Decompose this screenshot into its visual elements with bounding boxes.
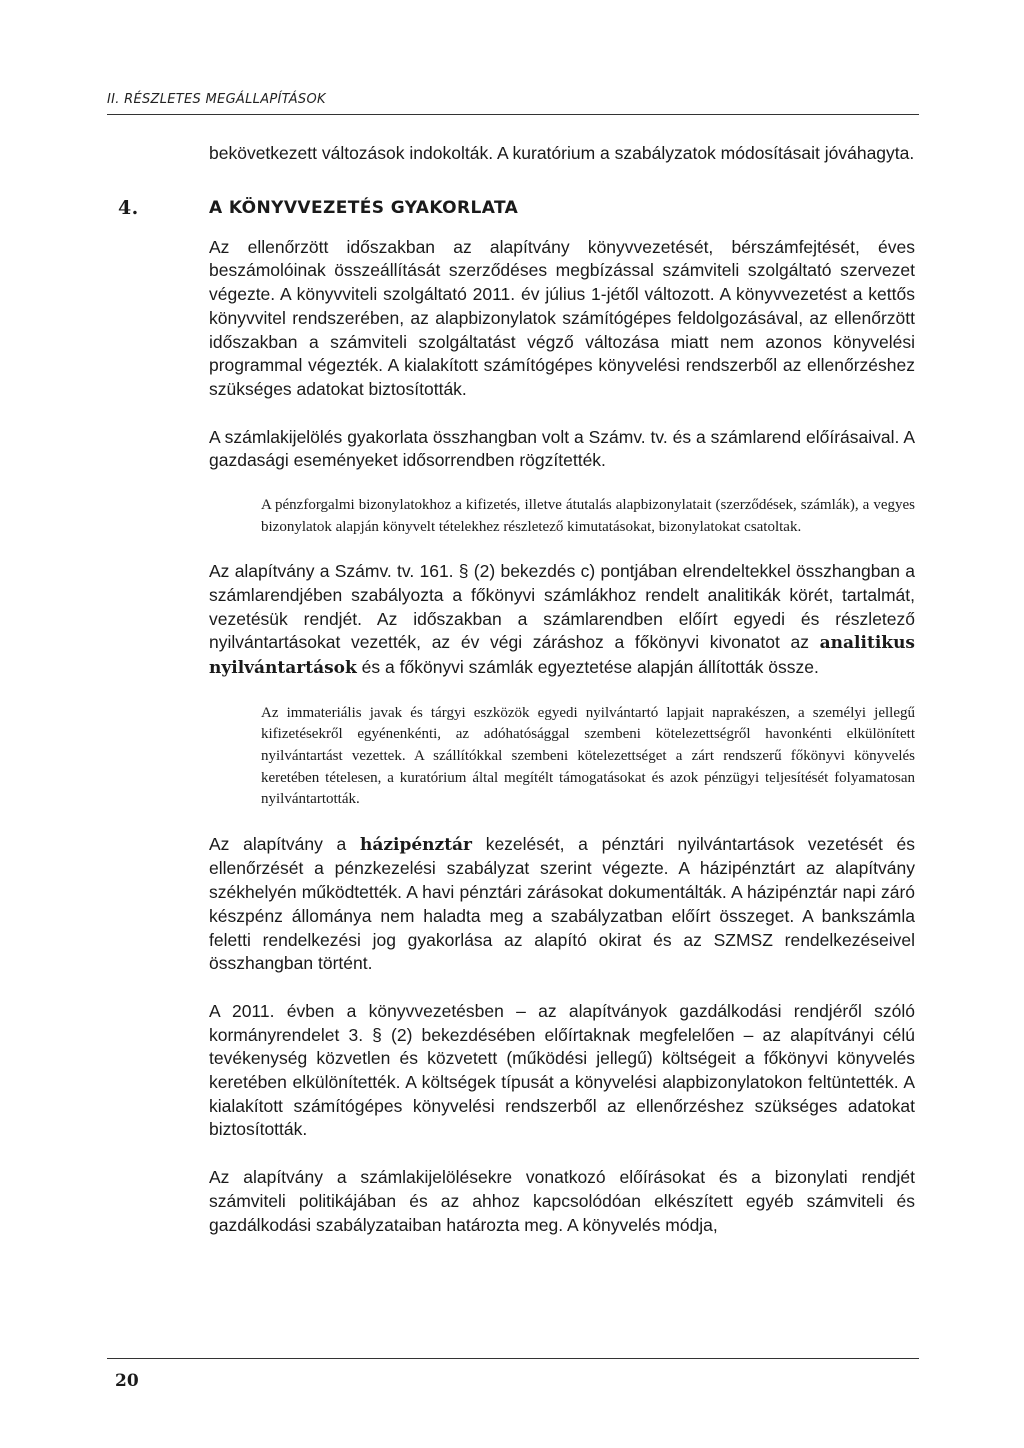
page-content bbox=[118, 142, 915, 1237]
paragraph-account-designation: A számlakijelölés gyakorlata összhangban volt a Számv. tv. és a számlarend előírásaival. A gazdasági eseményeket idősorrendben rögzítették. bbox=[209, 426, 915, 471]
emphasis-petty-cash: házipénztár bbox=[359, 834, 473, 855]
intro-paragraph: bekövetkezett változások indokolták. A kuratórium a szabályzatok módosításait jóváhagyta. bbox=[209, 143, 915, 163]
paragraph-accounting-policy: Az alapítvány a számlakijelölésekre vonatkozó előírásokat és a bizonylati rendjét számviteli politikájában és az ahhoz kapcsolódóan elkészített egyéb számviteli és gazdálkodási szabályzataiban határozta meg. A könyvelés módja, bbox=[209, 1167, 915, 1235]
section-title: A KÖNYVVEZETÉS GYAKORLATA bbox=[209, 197, 519, 218]
section-heading bbox=[118, 196, 915, 219]
paragraph-petty-cash-part2: kezelését, a pénztári nyilvántartások vezetését és ellenőrzését a pénzkezelési szabályzat szerint végezte. A házipénztárt az alapítvány székhelyén működtették. A havi pénztári zárásokat dokumentálták. A házipénztár napi záró készpénz állománya nem haladta meg a szabályzatban előírt összeget. A bankszámla feletti rendelkezési jog gyakorlása az alapító okirat és az SZMSZ rendelkezéseivel összhangban történt. bbox=[209, 833, 915, 974]
indented-paragraph-vouchers: A pénzforgalmi bizonylatokhoz a kifizetés, illetve átutalás alapbizonylatait (szerződések, számlák), a vegyes bizonylatok alapján könyvelt tételekhez részletező kimutatásokat, bizonylatokat csatoltak. bbox=[261, 497, 915, 535]
paragraph-cost-separation: A 2011. évben a könyvvezetésben – az alapítványok gazdálkodási rendjéről szóló kormányrendelet 3. § (2) bekezdésében előírtaknak megfelelően – az alapítványi célú tevékenység közvetlen és közvetett (működési jellegű) költségeit a főkönyvi könyvelés keretében elkülönítették. A költségek típusát a könyvelési alapbizonylatokon feltüntették. A kialakított számítógépes könyvelési rendszerből az ellenőrzéshez szükséges adatokat biztosították. bbox=[209, 1000, 915, 1140]
paragraph-analytics-part2: és a főkönyvi számlák egyeztetése alapján állították össze. bbox=[361, 657, 819, 678]
section-number: 4. bbox=[118, 196, 139, 219]
paragraph-analytics-part1: Az alapítvány a Számv. tv. 161. § (2) bekezdés c) pontjában elrendeltekkel összhangban a számlarendjében szabályozta a főkönyvi számlákhoz rendelt analitikák körét, tartalmát, vezetésük rendjét. Az időszakban a számlarendben előírt egyedi és részletező nyilvántartásokat vezették, az év végi záráshoz a főkönyvi kivonatot az bbox=[209, 561, 915, 653]
paragraph-petty-cash bbox=[209, 833, 915, 976]
paragraph-petty-cash-part1: Az alapítvány a bbox=[209, 833, 347, 854]
paragraph-bookkeeping-practice: Az ellenőrzött időszakban az alapítvány könyvvezetését, bérszámfejtését, éves beszámolóinak összeállítását szerződéses megbízással számviteli szolgáltató szervezet végezte. A könyvviteli szolgáltató 2011. év július 1-jétől változott. A könyvvezetést a kettős könyvvitel rendszerében, az alapbizonylatok számítógépes feldolgozásával, az ellenőrzött időszakban a számviteli szolgáltatást végző változása miatt nem azonos könyvelési programmal végezték. A kialakított számítógépes könyvelési rendszerből az ellenőrzéshez szükséges adatokat biztosították. bbox=[209, 236, 915, 399]
running-header: II. RÉSZLETES MEGÁLLAPÍTÁSOK bbox=[107, 92, 326, 107]
paragraph-analytics bbox=[209, 560, 915, 681]
footer-divider bbox=[107, 1358, 919, 1359]
header-divider bbox=[107, 114, 919, 115]
indented-paragraph-records: Az immateriális javak és tárgyi eszközök egyedi nyilvántartó lapjait naprakészen, a személyi jellegű kifizetésekről egyénenkénti, az adóhatósággal szembeni kötelezettségről havonkénti elkülönített nyilvántartást vezettek. A szállítókkal szembeni kötelezettséget a zárt rendszerű főkönyvi könyvelés keretében tételesen, a kuratórium által megítélt támogatásokat és azok pénzügyi teljesítését folyamatosan nyilvántartották. bbox=[261, 704, 915, 808]
page-number: 20 bbox=[115, 1371, 139, 1391]
emphasis-analytic-records: analitikus nyilvántartások bbox=[209, 633, 915, 679]
